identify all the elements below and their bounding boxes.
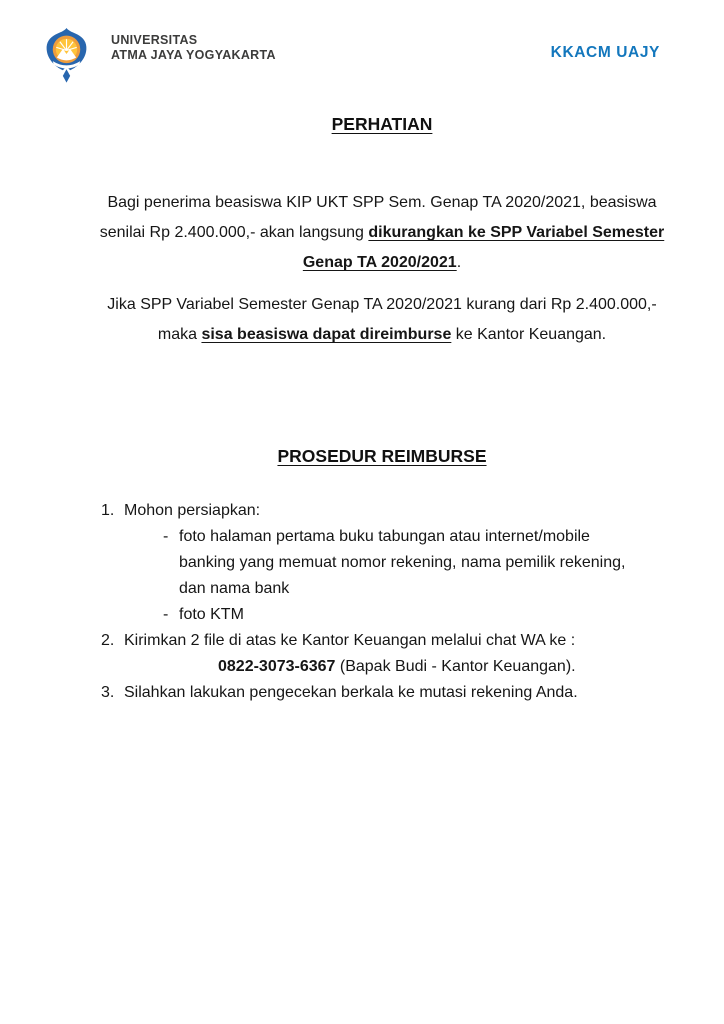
university-logo xyxy=(46,28,87,88)
university-name-line2: ATMA JAYA YOGYAKARTA xyxy=(111,47,276,62)
whatsapp-contact-name: (Bapak Budi - Kantor Keuangan). xyxy=(335,658,576,675)
sub-item-1 xyxy=(124,524,674,602)
sub-item-2 xyxy=(124,602,674,628)
sub-item-1-text: foto halaman pertama buku tabungan atau internet/mobile banking yang memuat nomor rekening, nama pemilik rekening, dan nama bank xyxy=(179,528,626,597)
unit-label: KKACM UAJY xyxy=(550,44,660,61)
paragraph-2-end: ke Kantor Keuangan. xyxy=(451,326,607,343)
sub-item-2-text: foto KTM xyxy=(179,606,244,623)
notice-title: PERHATIAN xyxy=(331,114,433,134)
list-item-1-body xyxy=(124,498,674,628)
list-item-1-text: Mohon persiapkan: xyxy=(124,502,261,519)
paragraph-1-text: Bagi penerima beasiswa KIP UKT SPP Sem. Genap TA 2020/2021, beasiswa senilai Rp 2.400.000,- akan langsung xyxy=(99,194,657,241)
list-item-3 xyxy=(90,680,674,706)
list-item-2-number: 2. xyxy=(101,632,115,649)
list-item-1 xyxy=(90,498,674,628)
list-item-3-number: 3. xyxy=(101,684,115,701)
paragraph-1-period: . xyxy=(456,254,462,271)
paragraph-2-emphasis: sisa beasiswa dapat direimburse xyxy=(201,326,452,343)
paragraph-2-text: Jika SPP Variabel Semester Genap TA 2020/2021 kurang dari Rp 2.400.000,- maka xyxy=(107,296,657,343)
sub-item-2-dash: - xyxy=(163,606,169,623)
notice-paragraph-2 xyxy=(90,290,674,350)
list-item-2 xyxy=(90,628,674,680)
whatsapp-contact-line xyxy=(218,654,674,680)
procedure-title: PROSEDUR REIMBURSE xyxy=(277,446,487,466)
list-item-2-text: Kirimkan 2 file di atas ke Kantor Keuangan melalui chat WA ke : xyxy=(124,632,576,649)
whatsapp-number: 0822-3073-6367 xyxy=(218,658,336,675)
paragraph-1-emphasis: dikurangkan ke SPP Variabel Semester Genap TA 2020/2021 xyxy=(302,224,665,271)
list-item-1-number: 1. xyxy=(101,502,115,519)
sub-item-1-dash: - xyxy=(163,528,169,545)
document-content xyxy=(90,0,674,706)
list-item-3-body xyxy=(124,680,674,706)
procedure-list xyxy=(90,498,674,706)
university-logo-icon xyxy=(46,28,87,83)
list-item-2-body xyxy=(124,628,674,680)
list-item-3-text: Silahkan lakukan pengecekan berkala ke mutasi rekening Anda. xyxy=(124,684,578,701)
university-name-line1: UNIVERSITAS xyxy=(111,33,198,47)
notice-paragraph-1 xyxy=(90,188,674,278)
